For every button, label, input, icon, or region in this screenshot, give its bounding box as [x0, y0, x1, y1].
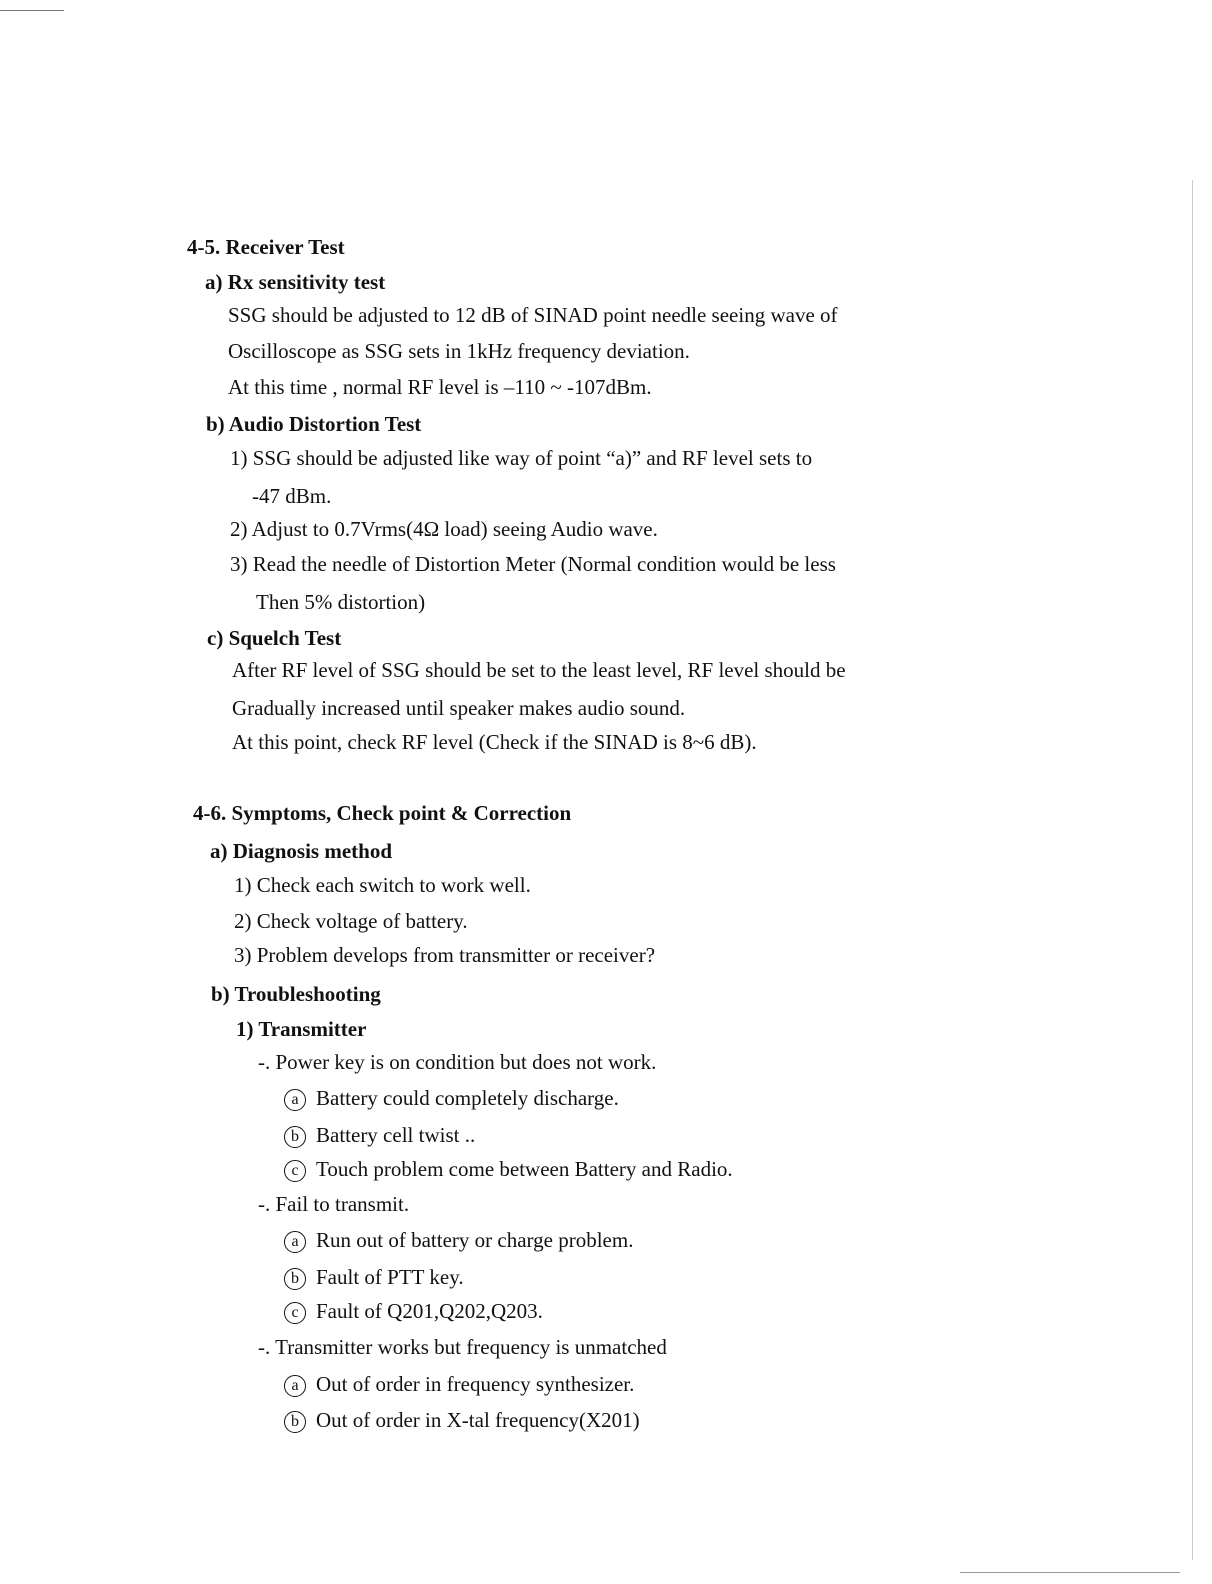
circled-b-marker: b: [284, 1268, 306, 1290]
diagnosis-item-2: 2) Check voltage of battery.: [234, 909, 468, 933]
cause-item: [284, 1226, 633, 1254]
circled-c-marker: c: [284, 1160, 306, 1182]
cause-item: [284, 1121, 475, 1149]
cause-text: Out of order in frequency synthesizer.: [316, 1372, 635, 1396]
cause-text: Battery could completely discharge.: [316, 1086, 619, 1110]
troubleshooting-heading: b) Troubleshooting: [211, 982, 381, 1006]
section-4-5-title: 4-5. Receiver Test: [187, 235, 345, 259]
cause-item: [284, 1406, 640, 1434]
audio-distortion-item-1: 1) SSG should be adjusted like way of point “a)” and RF level sets to: [230, 446, 813, 470]
cause-item: [284, 1370, 634, 1398]
circled-a-marker: a: [284, 1089, 306, 1111]
section-4-6-title: 4-6. Symptoms, Check point & Correction: [193, 801, 572, 825]
rx-sensitivity-heading: a) Rx sensitivity test: [205, 270, 386, 294]
squelch-heading: c) Squelch Test: [207, 626, 342, 650]
audio-distortion-item-2: 2) Adjust to 0.7Vrms(4Ω load) seeing Audio wave.: [230, 517, 658, 541]
symptom-fail-transmit: -. Fail to transmit.: [258, 1192, 410, 1216]
diagnosis-item-3: 3) Problem develops from transmitter or receiver?: [234, 943, 656, 967]
audio-distortion-item-3: 3) Read the needle of Distortion Meter (Normal condition would be less: [230, 552, 836, 576]
scan-mark-top-left: [0, 10, 64, 11]
scan-mark-bottom: [960, 1572, 1180, 1573]
squelch-line-1: After RF level of SSG should be set to the least level, RF level should be: [232, 658, 846, 682]
cause-text: Run out of battery or charge problem.: [316, 1228, 634, 1252]
squelch-line-3: At this point, check RF level (Check if the SINAD is 8~6 dB).: [232, 730, 757, 754]
circled-c-marker: c: [284, 1302, 306, 1324]
circled-a-marker: a: [284, 1231, 306, 1253]
cause-text: Battery cell twist ..: [316, 1123, 476, 1147]
audio-distortion-heading: b) Audio Distortion Test: [206, 412, 422, 436]
circled-b-marker: b: [284, 1126, 306, 1148]
circled-b-marker: b: [284, 1411, 306, 1433]
rx-sensitivity-line-2: Oscilloscope as SSG sets in 1kHz frequency deviation.: [228, 339, 690, 363]
cause-item: [284, 1155, 733, 1183]
audio-distortion-item-1-cont: -47 dBm.: [252, 484, 332, 508]
scan-mark-right-edge: [1192, 180, 1193, 1560]
transmitter-subheading: 1) Transmitter: [236, 1017, 367, 1041]
symptom-power-key: -. Power key is on condition but does not work.: [258, 1050, 657, 1074]
rx-sensitivity-line-3: At this time , normal RF level is –110 ~ -107dBm.: [228, 375, 652, 399]
cause-text: Out of order in X-tal frequency(X201): [316, 1408, 640, 1432]
diagnosis-item-1: 1) Check each switch to work well.: [234, 873, 531, 897]
cause-text: Fault of Q201,Q202,Q203.: [316, 1299, 543, 1323]
diagnosis-heading: a) Diagnosis method: [210, 839, 393, 863]
circled-a-marker: a: [284, 1375, 306, 1397]
cause-item: [284, 1084, 619, 1112]
audio-distortion-item-3-cont: Then 5% distortion): [256, 590, 426, 614]
cause-text: Fault of PTT key.: [316, 1265, 464, 1289]
symptom-frequency-unmatched: -. Transmitter works but frequency is unmatched: [258, 1335, 667, 1359]
rx-sensitivity-line-1: SSG should be adjusted to 12 dB of SINAD point needle seeing wave of: [228, 303, 838, 327]
squelch-line-2: Gradually increased until speaker makes audio sound.: [232, 696, 686, 720]
cause-item: [284, 1297, 543, 1325]
cause-text: Touch problem come between Battery and Radio.: [316, 1157, 733, 1181]
cause-item: [284, 1263, 464, 1291]
